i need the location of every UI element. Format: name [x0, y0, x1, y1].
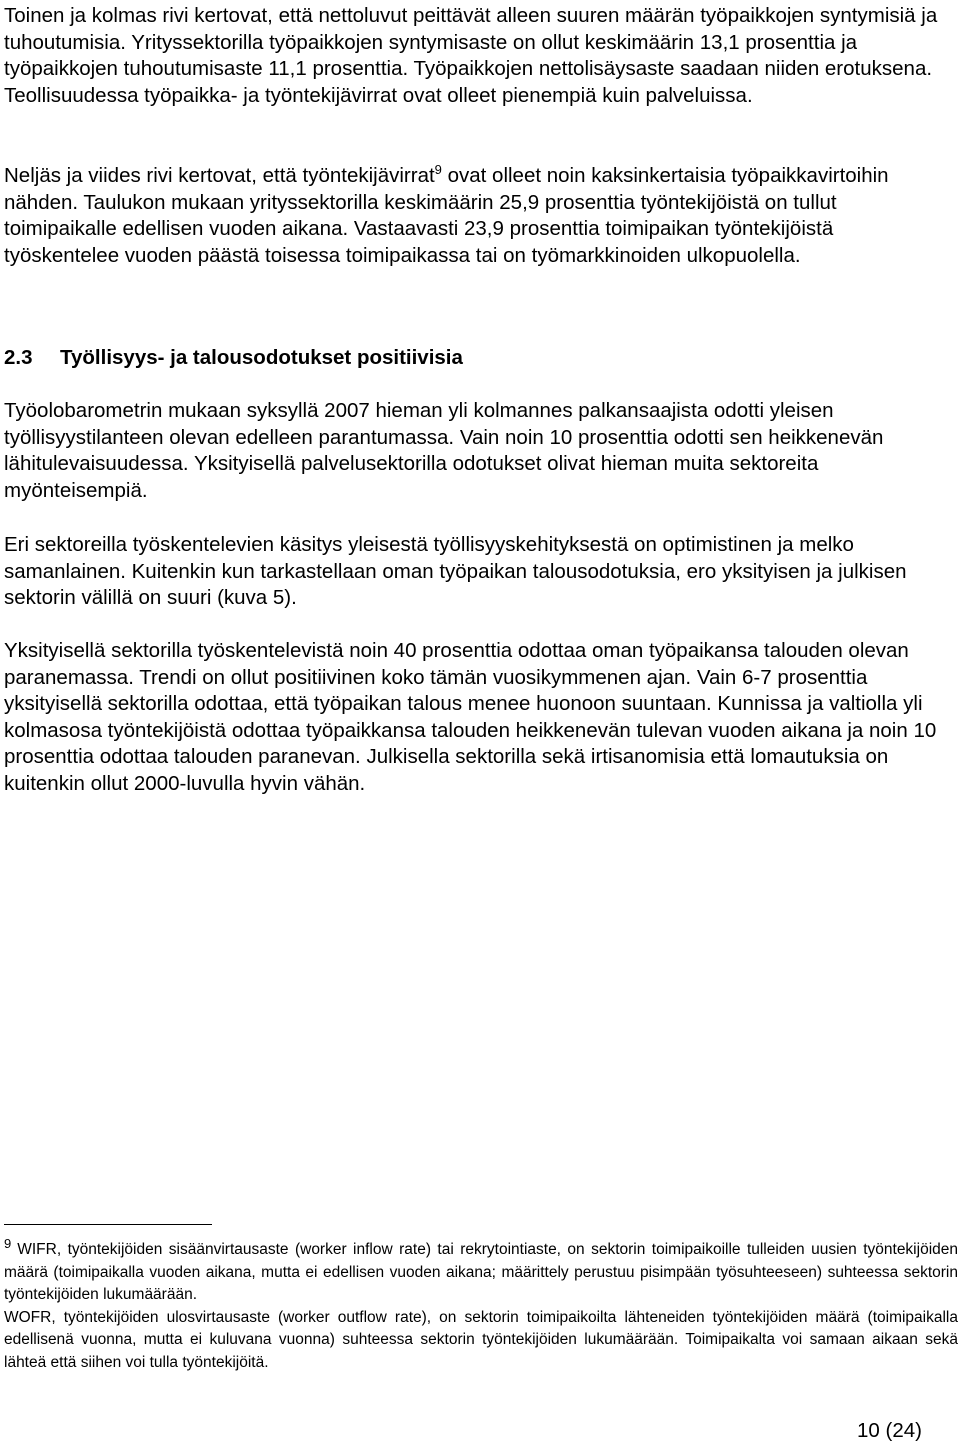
footnote-separator: [4, 1224, 212, 1225]
paragraph-job-flows: Toinen ja kolmas rivi kertovat, että nettoluvut peittävät alleen suuren määrän työpaikkojen syntymisiä ja tuhoutumisia. Yrityssektorilla työpaikkojen syntymisaste on ollut keskimäärin 13,1 prosenttia ja työpaikkojen tuhoutumisaste 11,1 prosenttia. Työpaikkojen nettolisäysaste saadaan niiden erotuksena. Teollisuudessa työpaikka- ja työntekijävirrat ovat olleet pienempiä kuin palveluissa.: [4, 4, 938, 107]
footnotes: [4, 1236, 958, 1374]
section-title: Työllisyys- ja talousodotukset positiivisia: [60, 346, 463, 369]
paragraph-worker-flows: [4, 163, 954, 269]
paragraph-barometer: Työolobarometrin mukaan syksyllä 2007 hieman yli kolmannes palkansaajista odotti yleisen työllisyystilanteen olevan edelleen parantumassa. Vain noin 10 prosenttia odotti sen heikkenevän lähitulevaisuudessa. Yksityisellä palvelusektorilla odotukset olivat hieman muita sektoreita myönteisempiä.: [4, 399, 884, 502]
footnote-mark: 9: [4, 1236, 12, 1251]
paragraph-sector-views: Eri sektoreilla työskentelevien käsitys yleisestä työllisyyskehityksestä on optimistinen ja melko samanlainen. Kuitenkin kun tarkastellaan oman työpaikan talousodotuksia, ero yksityisen ja julkisen sektorin välillä on suuri (kuva 5).: [4, 533, 907, 609]
paragraph-worker-flows-end: ovat olleet noin kaksinkertaisia työpaikkavirtoihin nähden. Taulukon mukaan yrityssektorilla keskimäärin 25,9 prosenttia työntekijöistä on tullut toimipaikalle edellisen vuoden aikana. Vastaavasti 23,9 prosenttia toimipaikan työntekijöistä työskentelee vuoden päästä toisessa toimipaikassa tai on työmarkkinoiden ulkopuolella.: [4, 164, 889, 267]
footnote-wofr: WOFR, työntekijöiden ulosvirtausaste (worker outflow rate), on sektorin toimipaikoilta lähteneiden työntekijöiden määrä (toimipaikalla edellisenä vuonna, mutta ei kuluvana vuonna) suhteessa sektorin työntekijöiden lukumäärään. Toimipaikalta voi samaan aikaan sekä lähteä että siihen voi tulla työntekijöitä.: [4, 1308, 958, 1371]
footnote-reference: 9: [434, 162, 442, 177]
paragraph-private-sector: Yksityisellä sektorilla työskentelevistä noin 40 prosenttia odottaa oman työpaikansa talouden olevan paranemassa. Trendi on ollut positiivinen koko tämän vuosikymmenen ajan. Vain 6-7 prosenttia yksityisellä sektorilla odottaa, että työpaikan talous menee huonoon suuntaan. Kunnissa ja valtiolla yli kolmasosa työntekijöistä odottaa työpaikkansa talouden heikkenevän tulevan vuoden aikana ja noin 10 prosenttia odottaa talouden paranevan. Julkisella sektorilla sekä irtisanomisia että lomautuksia on kuitenkin ollut 2000-luvulla hyvin vähän.: [4, 639, 937, 795]
section-heading: [4, 345, 463, 371]
section-number: 2.3: [4, 346, 33, 369]
paragraph-worker-flows-start: Neljäs ja viides rivi kertovat, että työntekijävirrat: [4, 164, 435, 187]
page-number: 10 (24): [857, 1419, 922, 1442]
footnote-wifr: [4, 1236, 958, 1307]
footnote-wifr-text: WIFR, työntekijöiden sisäänvirtausaste (worker inflow rate) tai rekrytointiaste, on sektorin toimipaikoille tulleiden uusien työntekijöiden määrä (toimipaikalla vuoden aikana, mutta ei edellisen vuoden aikana; määrittely perustuu pisimpään työsuhteeseen) suhteessa sektorin työntekijöiden lukumäärään.: [4, 1241, 958, 1303]
